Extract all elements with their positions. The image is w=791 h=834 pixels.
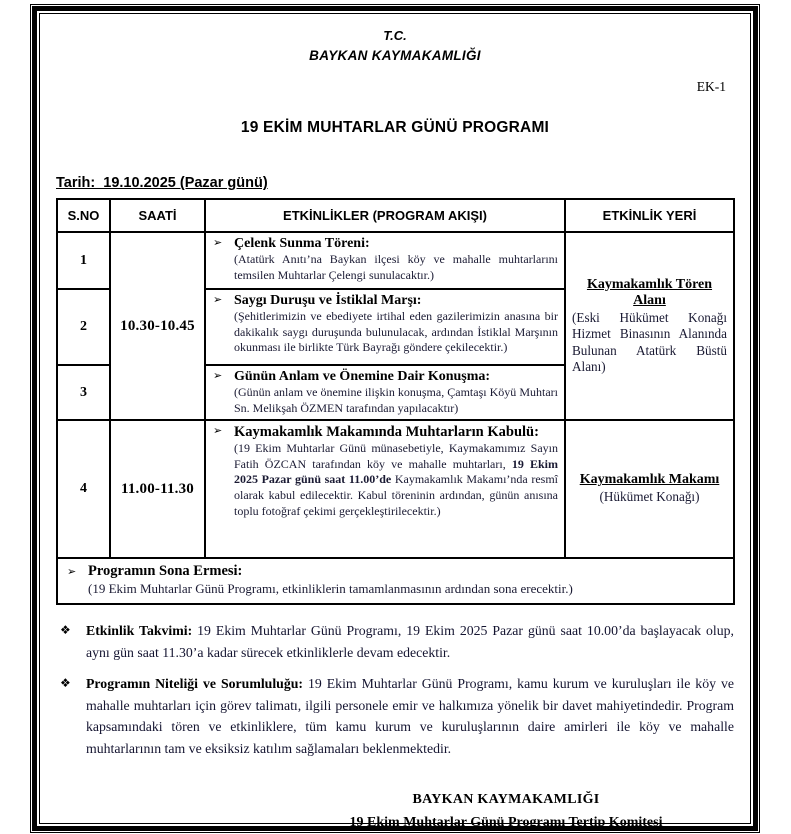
note-text: 19 Ekim Muhtarlar Günü Programı, 19 Ekim 2025 Pazar günü saat 10.00’da başlayacak olup, aynı gün saat 11.30’a kadar sürecek etkinliklerle devam edecektir.: [86, 623, 734, 660]
activity-desc: (Şehitlerimizin ve ebediyete irtihal eden gazilerimizin anasına bir dakikalık saygı duruşunda bulunulacak, ardından İstiklal Marşının okunması ile birlikte Türk Bayrağı göndere çekilecektir.): [234, 309, 558, 355]
office-heading: BAYKAN KAYMAKAMLIĞI: [309, 48, 481, 63]
table-row: [57, 232, 734, 289]
row-number: 2: [57, 289, 110, 365]
table-row: [57, 420, 734, 558]
note-text: 19 Ekim Muhtarlar Günü Programı, kamu kurum ve kuruluşları ile köy ve mahalle muhtarları için görev talimatı, ilgili personele emir ve halkımıza yönelik bir davet mahiyetindedir. Program kapsamındaki tören ve etkinliklere, tüm kamu kurum ve kuruluşlarının daire amirleri ile köy ve mahalle muhtarlarının tam ve eksiksiz katılım sağlamaları beklenmektedir.: [86, 675, 734, 757]
tc-heading: T.C.: [383, 28, 407, 43]
col-header-venue: ETKİNLİK YERİ: [565, 199, 734, 232]
page-border-inner: [39, 13, 751, 830]
activity-cell: [205, 289, 565, 365]
activity-cell: [205, 420, 565, 558]
activity-title: Kaymakamlık Makamında Muhtarların Kabulü:: [234, 424, 539, 441]
arrow-bullet-icon: ➢: [67, 565, 77, 579]
col-header-time: SAATİ: [110, 199, 205, 232]
row-number: 3: [57, 365, 110, 420]
closing-row: [57, 558, 734, 604]
venue-cell-row-4: [565, 420, 734, 558]
note-item: [56, 620, 734, 664]
row-number: 1: [57, 232, 110, 289]
diamond-bullet-icon: ❖: [60, 675, 71, 690]
venue-desc: (Eski Hükümet Konağı Hizmet Binasının Alanında Bulunan Atatürk Büstü Alanı): [572, 309, 727, 375]
time-cell-row-4: 11.00-11.30: [110, 420, 205, 558]
notes-section: [56, 620, 734, 760]
time-cell-rows-1-3: 10.30-10.45: [110, 232, 205, 420]
closing-title: Programın Sona Ermesi:: [88, 563, 243, 580]
program-table: [56, 198, 735, 605]
activity-desc: (Günün anlam ve önemine ilişkin konuşma, Çamtaşı Köyü Muhtarı Sn. Melikşah ÖZMEN tarafından yapılacaktır): [234, 385, 558, 415]
page-border-frame: [30, 4, 760, 833]
note-label: Etkinlik Takvimi:: [86, 623, 193, 639]
venue-title: Kaymakamlık Tören Alanı: [586, 276, 713, 308]
venue-cell-rows-1-3: [565, 232, 734, 420]
note-label: Programın Niteliği ve Sorumluluğu:: [86, 675, 304, 691]
arrow-bullet-icon: ➢: [213, 369, 223, 382]
arrow-bullet-icon: ➢: [213, 236, 223, 249]
activity-desc-pre: (19 Ekim Muhtarlar Günü münasebetiyle, Kaymakamımız Sayın Fatih ÖZCAN tarafından köy ve mahalle muhtarları,: [234, 441, 558, 471]
date-line: Tarih: 19.10.2025 (Pazar günü): [56, 175, 268, 191]
signature-office: BAYKAN KAYMAKAMLIĞI: [412, 791, 600, 807]
activity-desc: (Atatürk Anıtı’na Baykan ilçesi köy ve mahalle muhtarlarını temsilen Muhtarlar Çelengi sunulacaktır.): [234, 252, 558, 282]
activity-desc-post: Kaymakamlık Makamı’nda resmî olarak kabul edilecektir. Kabul töreninin ardından, günün anısına toplu fotoğraf çekimi gerçekleştirilecektir.): [234, 472, 558, 518]
signature-committee: 19 Ekim Muhtarlar Günü Programı Tertip Komitesi: [349, 814, 663, 830]
signature-block: [278, 792, 734, 831]
document-title: 19 EKİM MUHTARLAR GÜNÜ PROGRAMI: [240, 119, 550, 136]
col-header-sno: S.NO: [57, 199, 110, 232]
row-number: 4: [57, 420, 110, 558]
activity-title: Çelenk Sunma Töreni:: [234, 236, 370, 251]
col-header-activities: ETKİNLİKLER (PROGRAM AKIŞI): [205, 199, 565, 232]
activity-desc-bold: 19 Ekim 2025 Pazar günü saat 11.00’de: [234, 456, 558, 487]
table-header-row: [57, 199, 734, 232]
page-border-thick: [32, 6, 758, 831]
activity-cell: [205, 232, 565, 289]
closing-desc: (19 Ekim Muhtarlar Günü Programı, etkinliklerin tamamlanmasının ardından sona erecektir.): [88, 581, 573, 597]
closing-cell: [57, 558, 734, 604]
note-item: [56, 673, 734, 760]
activity-title: Günün Anlam ve Önemine Dair Konuşma:: [234, 369, 491, 384]
annex-label: EK-1: [696, 79, 726, 94]
venue-title: Kaymakamlık Makamı: [579, 472, 720, 488]
arrow-bullet-icon: ➢: [213, 424, 223, 438]
diamond-bullet-icon: ❖: [60, 623, 71, 638]
page-content: [40, 14, 750, 830]
activity-desc: [234, 441, 558, 519]
activity-cell: [205, 365, 565, 420]
activity-title: Saygı Duruşu ve İstiklal Marşı:: [234, 293, 422, 308]
arrow-bullet-icon: ➢: [213, 293, 223, 306]
venue-desc: (Hükümet Konağı): [599, 489, 700, 505]
